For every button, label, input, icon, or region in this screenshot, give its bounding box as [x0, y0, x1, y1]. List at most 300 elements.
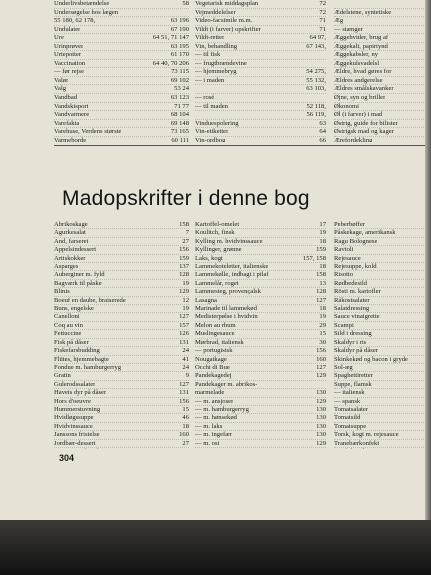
- entry-term: Bagværk til påske: [54, 279, 102, 287]
- index-entry: [54, 414, 189, 422]
- general-index-continuation: [54, 0, 425, 142]
- entry-term: Hors d'oeuvre: [54, 397, 91, 405]
- section-divider: [54, 145, 425, 146]
- entry-page: 129: [316, 397, 326, 405]
- index-entry: [195, 347, 326, 355]
- index-entry: [334, 77, 425, 86]
- entry-page: 73 115: [171, 68, 189, 76]
- index-entry: [195, 431, 326, 439]
- index-entry: [54, 381, 189, 389]
- index-entry: [334, 297, 425, 305]
- entry-page: 58: [182, 0, 189, 7]
- entry-page: 127: [179, 313, 189, 321]
- index-entry: [54, 17, 189, 26]
- index-entry: [195, 440, 326, 448]
- entry-term: Østrig, guide for bilister: [334, 119, 398, 127]
- index-entry: [334, 313, 425, 321]
- entry-term: Vandvarmere: [54, 111, 90, 119]
- entry-term: Coq au vin: [54, 321, 83, 329]
- entry-term: Fisk på dåser: [54, 338, 89, 346]
- index-entry: [54, 423, 189, 431]
- entry-term: Vildt (i farver) opskrifter: [195, 25, 261, 33]
- entry-term: Rejesuppe, kold: [334, 263, 377, 271]
- entry-page: 130: [316, 414, 326, 422]
- entry-page: 64 97,: [309, 34, 326, 42]
- index-entry: [54, 406, 189, 414]
- index-entry: [54, 60, 189, 69]
- entry-page: 129: [316, 439, 326, 447]
- entry-term: Urtepotter: [54, 51, 82, 59]
- index-entry: [195, 389, 326, 397]
- index-entry: [334, 347, 425, 355]
- entry-term: Tomatsild: [334, 414, 361, 422]
- index-entry: [195, 221, 326, 229]
- index-entry: [334, 0, 425, 9]
- entry-term: Lammekoteletter, italienske: [195, 263, 269, 271]
- entry-term: Æg: [334, 17, 344, 25]
- index-entry: [54, 322, 189, 330]
- entry-term: Kyllinger, grønne: [195, 246, 242, 254]
- index-entry: [334, 60, 425, 69]
- entry-page: 130: [316, 405, 326, 413]
- index-entry: [195, 305, 326, 313]
- entry-term: Nougatkage: [195, 355, 227, 363]
- entry-page: 55 132,: [306, 76, 326, 84]
- index-entry: [334, 448, 425, 449]
- index-entry: [54, 77, 189, 86]
- book-spine-shadow: [425, 0, 431, 575]
- entry-term: — italiensk: [334, 389, 365, 397]
- entry-page: 18: [319, 237, 326, 245]
- index-entry: [54, 34, 189, 43]
- index-entry: [54, 111, 189, 120]
- entry-term: Undersøgelse hos lægen: [54, 8, 119, 16]
- entry-term: Lammesteg, provençalsk: [195, 288, 261, 296]
- index-entry: [54, 221, 189, 229]
- entry-page: [313, 448, 326, 449]
- index-entry: [195, 406, 326, 414]
- entry-page: 19: [319, 229, 326, 237]
- entry-term: Skinkekød og bacon i gryde: [334, 355, 408, 363]
- entry-page: 69 102: [170, 76, 189, 84]
- entry-page: 18: [182, 422, 189, 430]
- entry-page: 158: [316, 271, 326, 279]
- recipe-index-column-3: [334, 221, 425, 449]
- entry-page: 127: [316, 296, 326, 304]
- entry-page: 158: [179, 221, 189, 228]
- index-entry: [195, 9, 326, 18]
- entry-page: 127: [316, 363, 326, 371]
- entry-term: Melon au rhum: [195, 321, 236, 329]
- index-entry: [195, 255, 326, 263]
- index-entry: [195, 271, 326, 279]
- index-entry: [195, 229, 326, 237]
- entry-page: 64 40, 70 206: [152, 59, 189, 67]
- entry-term: Sauce vinaigrette: [334, 313, 380, 321]
- entry-term: Ældres smålskavanker: [334, 85, 394, 93]
- entry-term: Valør: [54, 76, 69, 84]
- index-entry: [54, 297, 189, 305]
- entry-page: 27: [182, 439, 189, 447]
- index-entry: [54, 448, 189, 449]
- entry-term: Suppe, flamsk: [334, 380, 372, 388]
- index-entry: [334, 221, 425, 229]
- entry-page: 66: [319, 136, 326, 142]
- entry-term: — m. hamburgerryg: [195, 405, 249, 413]
- entry-term: Pandekager m. abrikos-: [195, 380, 258, 388]
- entry-term: Tranebærkonfekt: [334, 439, 380, 447]
- entry-page: 15: [182, 405, 189, 413]
- index-entry: [195, 313, 326, 321]
- entry-term: — frugtbrændevine: [195, 59, 247, 67]
- entry-term: Boeuf en daube, braiserede: [54, 296, 126, 304]
- index-entry: [195, 372, 326, 380]
- entry-term: Abrikoskage: [54, 221, 88, 228]
- entry-term: Råkostsalater: [334, 296, 370, 304]
- entry-term: Varehuse, Verdens største: [54, 128, 122, 136]
- entry-term: — stænger: [334, 25, 363, 33]
- index-entry: [54, 128, 189, 137]
- entry-term: Rejesauce: [334, 254, 361, 262]
- index-entry: [334, 271, 425, 279]
- index-entry: [195, 43, 326, 52]
- entry-page: 24: [182, 347, 189, 355]
- entry-term: — til maden: [195, 102, 228, 110]
- entry-term: Jordbær-dessert: [54, 439, 96, 447]
- index-entry: [334, 431, 425, 439]
- entry-page: 64: [319, 128, 326, 136]
- index-entry: [195, 34, 326, 43]
- index-entry: [54, 238, 189, 246]
- entry-term: Vildt-retter: [195, 34, 225, 42]
- entry-term: Risotto: [334, 271, 354, 279]
- entry-term: Torsk, kogt m. rejesauce: [334, 431, 399, 439]
- index-entry: [334, 288, 425, 296]
- entry-page: 30: [319, 338, 326, 346]
- index-entry: [54, 229, 189, 237]
- entry-page: 127: [179, 380, 189, 388]
- entry-term: Fondue m. hamburgerryg: [54, 363, 122, 371]
- entry-term: Varefakta: [54, 119, 80, 127]
- entry-page: 67 190: [170, 25, 189, 33]
- entry-page: 156: [179, 246, 189, 254]
- entry-term: Auberginer m. fyld: [54, 271, 105, 279]
- index-entry: [54, 263, 189, 271]
- entry-page: 159: [316, 246, 326, 254]
- index-entry: [334, 414, 425, 422]
- entry-page: 29: [319, 321, 326, 329]
- entry-page: 61 170: [170, 51, 189, 59]
- entry-page: 63: [319, 119, 326, 127]
- index-entry: [334, 103, 425, 112]
- recipe-index-column-1: [54, 221, 189, 449]
- entry-term: [334, 448, 369, 449]
- index-entry: [195, 26, 326, 35]
- index-entry: [334, 398, 425, 406]
- recipe-index: [54, 221, 425, 449]
- entry-term: Ærefordekling: [334, 136, 373, 142]
- entry-term: Ure: [54, 34, 64, 42]
- entry-term: Artiskokker: [54, 254, 86, 262]
- index-entry: [334, 406, 425, 414]
- entry-page: 130: [316, 422, 326, 430]
- entry-page: 53 24: [174, 85, 189, 93]
- entry-term: Spaghettiretter: [334, 372, 373, 380]
- entry-term: 55 180, 62 178,: [54, 17, 96, 25]
- index-entry: [54, 339, 189, 347]
- entry-term: Vegetarisk middagsplan: [195, 0, 259, 7]
- entry-page: 15: [319, 330, 326, 338]
- entry-term: Sol-æg: [334, 363, 353, 371]
- index-entry: [334, 51, 425, 60]
- entry-term: Vaccination: [54, 59, 86, 67]
- index-entry: [54, 280, 189, 288]
- entry-term: Æggekabsler, ny: [334, 51, 379, 59]
- entry-page: 68 104: [170, 111, 189, 119]
- entry-term: Æggekulsvadelsl: [334, 59, 380, 67]
- index-entry: [195, 85, 326, 94]
- entry-term: Varmeborde: [54, 136, 87, 142]
- index-entry: [54, 364, 189, 372]
- index-entry: [54, 288, 189, 296]
- index-entry: [334, 229, 425, 237]
- entry-term: Øjne, syn og briller: [334, 94, 386, 102]
- index-entry: [195, 137, 326, 142]
- entry-term: Tomatsalater: [334, 405, 368, 413]
- entry-term: Video-facsimile m.m.: [195, 17, 253, 25]
- index-entry: [334, 111, 425, 120]
- entry-page: 137: [179, 263, 189, 271]
- index-entry: [195, 280, 326, 288]
- entry-term: Muslingesauce: [195, 330, 235, 338]
- entry-term: Hvidløgssuppe: [54, 414, 94, 422]
- entry-page: 160: [179, 431, 189, 439]
- index-entry: [334, 322, 425, 330]
- index-entry: [334, 364, 425, 372]
- entry-page: 60 111: [171, 136, 189, 142]
- entry-page: 129: [316, 372, 326, 380]
- entry-term: Kylling m. hvidvinssauce: [195, 237, 263, 245]
- entry-page: 63 195: [170, 42, 189, 50]
- entry-page: 126: [179, 330, 189, 338]
- entry-page: 160: [316, 355, 326, 363]
- entry-term: Tomatsuppe: [334, 422, 367, 430]
- entry-term: Sild i dressing: [334, 330, 372, 338]
- index-entry: [195, 381, 326, 389]
- index-entry: [195, 330, 326, 338]
- index-entry: [195, 414, 326, 422]
- index-entry: [195, 60, 326, 69]
- entry-term: Underlivsbetændelse: [54, 0, 110, 7]
- index-entry: [195, 288, 326, 296]
- index-entry: [54, 68, 189, 77]
- index-entry: [195, 111, 326, 120]
- index-entry: [334, 423, 425, 431]
- index-entry: [54, 389, 189, 397]
- index-entry: [54, 246, 189, 254]
- index-entry: [334, 128, 425, 137]
- index-entry: [195, 68, 326, 77]
- entry-term: Occhi di Bue: [195, 363, 230, 371]
- entry-term: — m. ingefær: [195, 431, 232, 439]
- index-entry: [334, 280, 425, 288]
- index-entry: [195, 246, 326, 254]
- entry-term: Gratin: [54, 372, 71, 380]
- general-index-column-3: [334, 0, 425, 142]
- index-entry: [54, 313, 189, 321]
- entry-term: Peberbøffer: [334, 221, 366, 228]
- index-entry: [195, 128, 326, 137]
- entry-page: 46: [182, 414, 189, 422]
- entry-page: 18: [319, 263, 326, 271]
- index-entry: [334, 17, 425, 26]
- index-entry: [195, 51, 326, 60]
- index-entry: [334, 381, 425, 389]
- index-entry: [54, 440, 189, 448]
- entry-term: Agurkesalat: [54, 229, 86, 237]
- entry-term: Vejmeddelelser: [195, 8, 236, 16]
- entry-term: — før rejse: [54, 68, 85, 76]
- entry-term: Janssons fristelse: [54, 431, 100, 439]
- entry-term: Vinduespolering: [195, 119, 239, 127]
- index-entry: [195, 238, 326, 246]
- entry-term: Salatdressing: [334, 305, 370, 313]
- entry-term: Ædelstene, syntetiske: [334, 8, 392, 16]
- entry-term: Vin, behandling: [195, 42, 238, 50]
- entry-term: Vandskisport: [54, 102, 89, 110]
- entry-term: Gulerodssalater: [54, 380, 96, 388]
- entry-term: Lasagna: [195, 296, 217, 304]
- background-surface: [0, 520, 431, 575]
- entry-term: Valg: [54, 85, 67, 93]
- index-entry: [334, 34, 425, 43]
- entry-term: Ravioli: [334, 246, 354, 254]
- entry-term: Scampi: [334, 321, 354, 329]
- index-entry: [54, 356, 189, 364]
- index-entry: [195, 103, 326, 112]
- entry-term: — m. ansjoser: [195, 397, 234, 405]
- index-entry: [334, 120, 425, 129]
- entry-page: 9: [185, 372, 189, 380]
- index-entry: [54, 305, 189, 313]
- index-entry: [54, 398, 189, 406]
- entry-page: 64 51, 71 147: [152, 34, 189, 42]
- index-entry: [54, 94, 189, 103]
- entry-page: 67 143,: [306, 42, 326, 50]
- index-entry: [54, 271, 189, 279]
- entry-term: Lammelår, roget: [195, 279, 239, 287]
- entry-page: 156: [316, 347, 326, 355]
- entry-page: 128: [316, 288, 326, 296]
- entry-term: Medisterpølse i hvidvin: [195, 313, 258, 321]
- entry-page: 72: [319, 8, 326, 16]
- index-entry: [54, 431, 189, 439]
- index-entry: [54, 26, 189, 35]
- entry-page: 157, 158: [302, 254, 326, 262]
- entry-page: 156: [179, 397, 189, 405]
- entry-page: 19: [182, 279, 189, 287]
- entry-page: 131: [179, 389, 189, 397]
- entry-page: 130: [316, 389, 326, 397]
- index-entry: [54, 9, 189, 18]
- entry-term: Marinade til lammekød: [195, 305, 257, 313]
- entry-term: Østrigsk mad og kager: [334, 128, 394, 136]
- index-entry: [54, 372, 189, 380]
- entry-page: [176, 448, 189, 449]
- entry-term: Skaldyr i ris: [334, 338, 367, 346]
- index-entry: [334, 26, 425, 35]
- page-number: 304: [59, 453, 75, 463]
- entry-page: 159: [179, 254, 189, 262]
- index-entry: [54, 120, 189, 129]
- entry-term: — m. hønsekød: [195, 414, 237, 422]
- entry-term: Øl (i farver) i mad: [334, 111, 383, 119]
- entry-term: Blinis: [54, 288, 70, 296]
- index-entry: [195, 423, 326, 431]
- index-entry: [195, 356, 326, 364]
- entry-term: Ældres andgerelse: [334, 76, 383, 84]
- entry-page: 19: [182, 305, 189, 313]
- entry-page: 128: [179, 271, 189, 279]
- entry-term: Økonomi: [334, 102, 359, 110]
- entry-page: 73 165: [170, 128, 189, 136]
- entry-term: [54, 448, 103, 449]
- entry-page: 56 119,: [306, 111, 326, 119]
- entry-term: Ragu Bolognese: [334, 237, 378, 245]
- index-entry: [54, 43, 189, 52]
- entry-term: Vin-etiketter: [195, 128, 229, 136]
- entry-term: — rosé: [195, 94, 215, 102]
- entry-page: 71: [319, 17, 326, 25]
- entry-term: Urinprøver: [54, 42, 84, 50]
- index-entry: [334, 356, 425, 364]
- entry-term: marmelade: [195, 389, 225, 397]
- entry-term: Hvidvinssauce: [54, 422, 93, 430]
- entry-page: 18: [319, 305, 326, 313]
- entry-term: Rødbedesild: [334, 279, 367, 287]
- entry-term: Mørbrad, italiensk: [195, 338, 244, 346]
- index-entry: [195, 0, 326, 9]
- index-entry: [334, 440, 425, 448]
- index-entry: [54, 85, 189, 94]
- entry-page: 69 148: [170, 119, 189, 127]
- entry-page: 63 103,: [306, 85, 326, 93]
- entry-term: — i maden: [195, 76, 225, 84]
- index-entry: [54, 137, 189, 142]
- index-entry: [334, 246, 425, 254]
- index-entry: [334, 85, 425, 94]
- entry-page: 17: [319, 221, 326, 228]
- index-entry: [334, 330, 425, 338]
- entry-term: Fettuccine: [54, 330, 82, 338]
- index-entry: [54, 0, 189, 9]
- entry-page: 13: [319, 279, 326, 287]
- index-entry: [334, 137, 425, 142]
- entry-page: 157: [179, 321, 189, 329]
- entry-term: — hjemmebryg: [195, 68, 237, 76]
- entry-page: 52 118,: [306, 102, 326, 110]
- entry-term: Påskekage, amerikansk: [334, 229, 396, 237]
- entry-term: Pandekagedej: [195, 372, 232, 380]
- entry-term: Æggekalt, papirtynd: [334, 42, 388, 50]
- index-entry: [334, 68, 425, 77]
- entry-term: Skaldyr på dåser: [334, 347, 378, 355]
- recipe-index-column-2: [195, 221, 326, 449]
- entry-page: 71: [319, 25, 326, 33]
- entry-page: 72: [319, 0, 326, 7]
- entry-page: 19: [319, 313, 326, 321]
- entry-page: 7: [185, 229, 189, 237]
